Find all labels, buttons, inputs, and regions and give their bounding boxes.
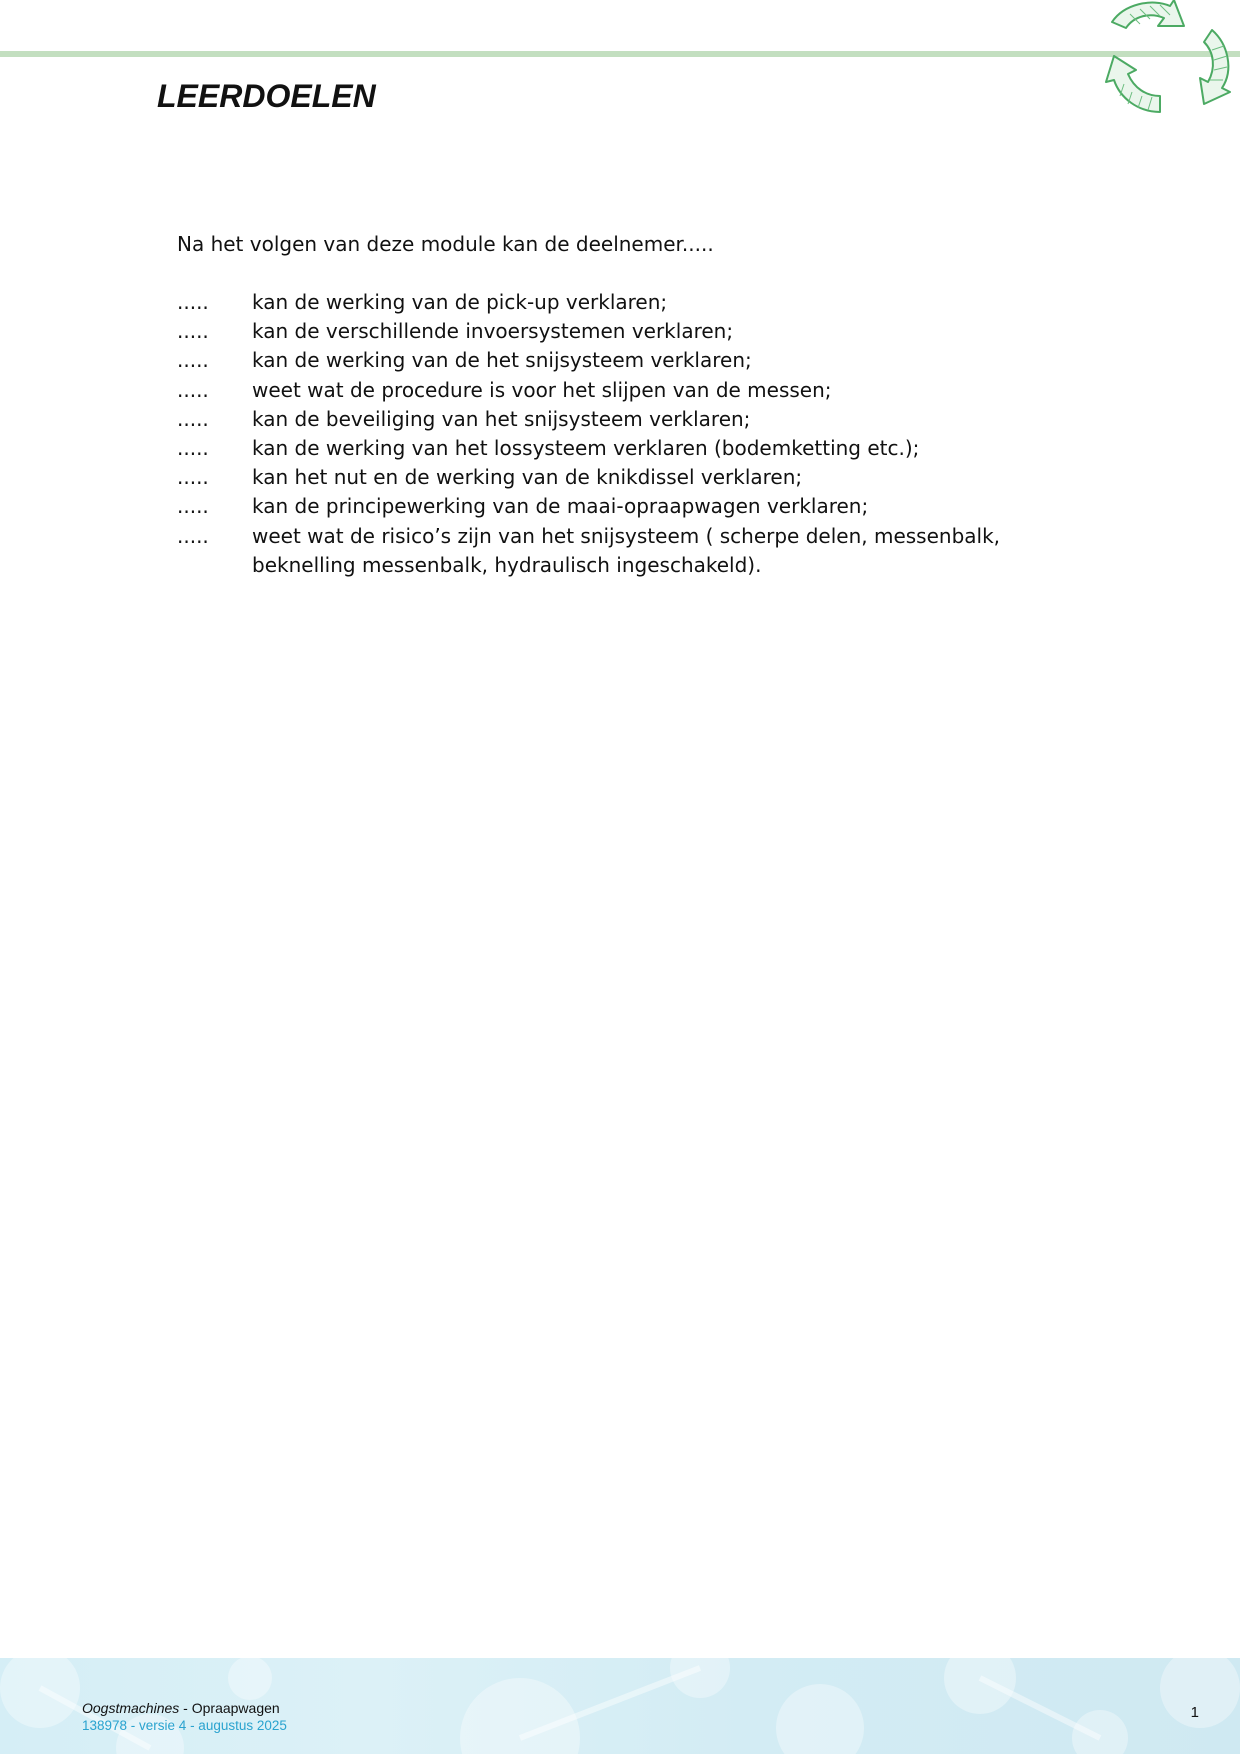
list-marker: ..... [177, 290, 209, 314]
recycle-arrows-icon [1100, 0, 1240, 120]
footer-document-title [82, 1700, 280, 1716]
footer-version: 138978 - versie 4 - augustus 2025 [82, 1718, 287, 1733]
intro-text: Na het volgen van deze module kan de deelnemer..... [177, 232, 714, 256]
list-item [177, 346, 1097, 375]
list-item-text: weet wat de procedure is voor het slijpen van de messen; [252, 377, 832, 402]
list-item [177, 492, 1097, 521]
list-marker: ..... [177, 406, 209, 431]
list-item-text: kan het nut en de werking van de knikdissel verklaren; [252, 465, 803, 490]
page-title: LEERDOELEN [157, 78, 376, 114]
list-item [177, 288, 1097, 317]
footer-subject: Opraapwagen [191, 1700, 280, 1716]
page-number: 1 [1190, 1704, 1199, 1721]
list-item [177, 463, 1097, 492]
footer-separator: - [179, 1700, 192, 1716]
list-item-text: kan de werking van de pick-up verklaren; [252, 290, 668, 314]
list-marker: ..... [177, 319, 209, 344]
page-footer [0, 1658, 1240, 1754]
list-marker: ..... [177, 494, 209, 519]
list-item-text: kan de werking van het lossysteem verklaren (bodemketting etc.); [252, 436, 920, 461]
list-item-text: kan de verschillende invoersystemen verklaren; [252, 319, 734, 344]
list-item-text: kan de beveiliging van het snijsysteem verklaren; [252, 406, 751, 431]
list-item [177, 522, 1097, 580]
list-marker: ..... [177, 523, 209, 548]
footer-series: Oogstmachines [82, 1700, 180, 1716]
list-item [177, 376, 1097, 405]
list-item-text: kan de werking van de het snijsysteem verklaren; [252, 348, 752, 373]
list-item [177, 434, 1097, 463]
list-marker: ..... [177, 465, 209, 490]
header-rule [0, 51, 1240, 57]
list-marker: ..... [177, 436, 209, 461]
list-item-text: weet wat de risico’s zijn van het snijsysteem ( scherpe delen, messenbalk, beknelling messenbalk, hydraulisch ingeschakeld). [252, 523, 1001, 577]
list-item [177, 405, 1097, 434]
list-marker: ..... [177, 348, 209, 373]
list-item [177, 317, 1097, 346]
list-item-text: kan de principewerking van de maai-opraapwagen verklaren; [252, 494, 869, 519]
learning-goals-list [177, 288, 1097, 580]
list-marker: ..... [177, 377, 209, 402]
